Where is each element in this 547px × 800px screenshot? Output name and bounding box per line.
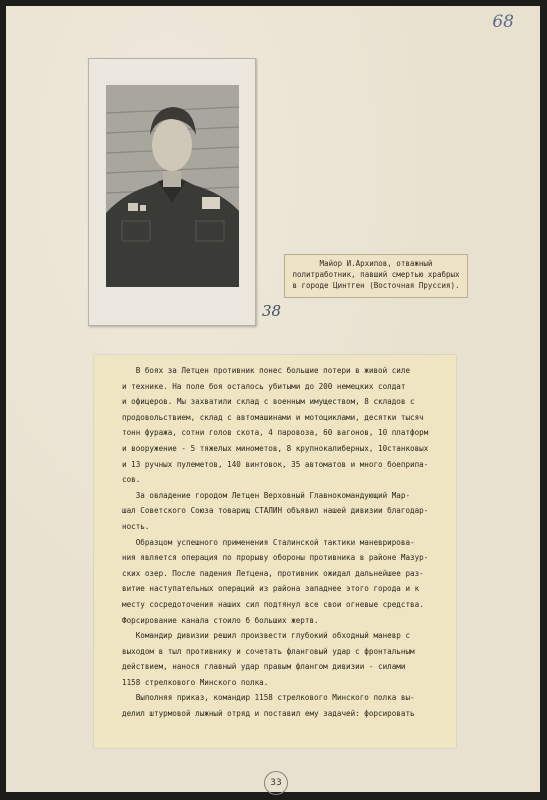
text-line: и 13 ручных пулеметов, 140 винтовок, 35 автоматов и много боеприпа-	[122, 459, 429, 469]
text-line: и вооружение - 5 тяжелых минометов, 8 крупнокалиберных, 10станковых	[122, 443, 429, 453]
text-line: продовольствием, склад с автомашинами и мотоциклами, десятки тысяч	[122, 412, 424, 422]
text-line: шал Советского Союза товарищ СТАЛИН объявил нашей дивизии благодар-	[122, 506, 429, 516]
text-line: делил штурмовой лыжный отряд и поставил ему задачей: форсировать	[122, 709, 415, 719]
typed-text-sheet	[94, 355, 456, 748]
text-line: За овладение городом Летцен Верховный Главнокомандующий Мар-	[122, 490, 411, 500]
photo-inventory-number: 38	[262, 302, 282, 320]
portrait-photo	[106, 85, 239, 287]
text-line: В боях за Летцен противник понес большие потери в живой силе	[122, 366, 411, 375]
photo-mount	[88, 58, 256, 326]
text-line: тонн фуража, сотни голов скота, 4 паровоза, 60 вагонов, 10 платформ	[122, 428, 429, 438]
text-line: действием, нанося главный удар правым флангом дивизии - силами	[122, 662, 406, 672]
officer-portrait-image	[106, 85, 239, 287]
page-number-stamp: 33	[264, 771, 288, 795]
text-line: Форсирование канала стоило б больших жертв.	[122, 615, 319, 625]
text-line: Командир дивизии решил произвести глубокий обходный маневр с	[122, 631, 411, 641]
text-line: Образцом успешного применения Сталинской тактики маневрирова-	[122, 537, 415, 547]
text-line: Выполняя приказ, командир 1158 стрелкового Минского полка вы-	[122, 693, 415, 703]
album-page	[6, 6, 540, 792]
text-line: выходом в тыл противнику и сочетать фланговый удар с фронтальным	[122, 646, 415, 656]
text-line: сов.	[122, 475, 141, 485]
text-line: ность.	[122, 521, 150, 531]
text-line: ских озер. После падения Летцена, противник ожидал дальнейшее раз-	[122, 568, 424, 578]
text-line: витие наступательных операций из района западнее этого города и к	[122, 584, 420, 594]
text-line: и офицеров. Мы захватили склад с военным имуществом, 8 складов с	[122, 397, 415, 407]
text-line: ния является операция по прорыву обороны противника в районе Мазур-	[122, 553, 429, 563]
archive-page-number: 68	[492, 12, 514, 32]
typed-text-body	[94, 355, 456, 722]
text-line: месту сосредоточения наших сил подтянул все свои огневые средства.	[122, 599, 424, 609]
text-line: 1158 стрелкового Минского полка.	[122, 677, 269, 687]
text-line: и технике. На поле боя осталось убитыми до 200 немецких солдат	[122, 381, 406, 391]
photo-caption: Майор И.Архипов, отважный политработник, павший смертью храбрых в городе Цинтген (Восточная Пруссия).	[284, 254, 468, 298]
